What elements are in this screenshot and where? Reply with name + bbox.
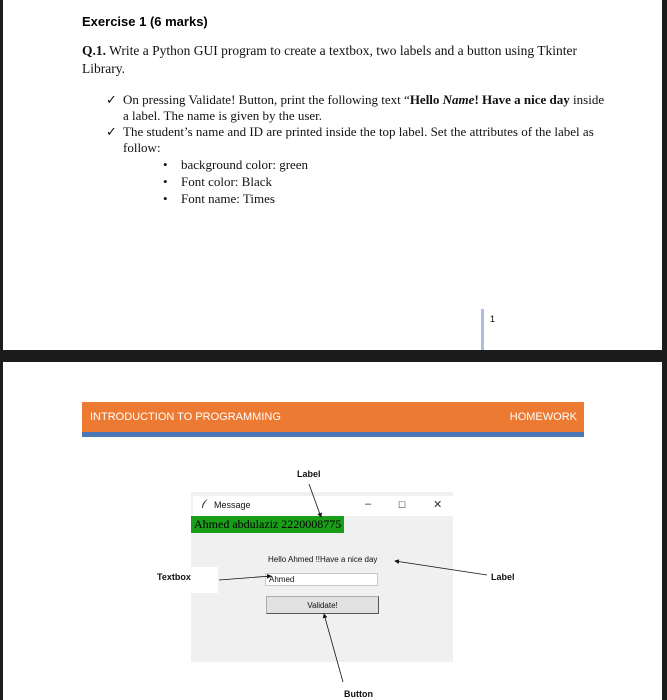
- requirement-1-text: [123, 92, 606, 124]
- page-number-marker: [481, 309, 484, 350]
- question-number: Q.1.: [82, 43, 107, 58]
- exercise-title: Exercise 1 (6 marks): [82, 14, 208, 29]
- question-text: Write a Python GUI program to create a textbox, two labels and a button using Tkinter Library.: [82, 43, 577, 76]
- list-item: • Font color: Black: [163, 173, 308, 190]
- requirement-2-text: The student’s name and ID are printed inside the top label. Set the attributes of the label as follow:: [123, 124, 594, 155]
- question-1: [82, 42, 612, 78]
- requirement-1-bold-name: Name: [442, 92, 475, 107]
- document-page-1: [3, 0, 662, 350]
- arrow-to-greeting-label: [395, 561, 487, 575]
- student-info-label: Ahmed abdulaziz 2220008775: [191, 516, 344, 533]
- validate-button[interactable]: Validate!: [266, 596, 379, 614]
- annotation-textbox: Textbox: [157, 572, 191, 582]
- page-number: 1: [490, 314, 496, 324]
- requirement-1-bold-hello: Hello: [409, 92, 443, 107]
- annotation-label-right: Label: [491, 572, 515, 582]
- list-item: • background color: green: [163, 156, 308, 173]
- course-title: INTRODUCTION TO PROGRAMMING: [90, 411, 281, 423]
- minimize-button[interactable]: –: [365, 498, 372, 510]
- arrow-to-button: [324, 614, 343, 682]
- arrow-to-textbox: [219, 576, 271, 580]
- requirement-1-post: inside a label. The name is given by the user.: [123, 92, 605, 123]
- annotation-arrows: [3, 362, 662, 700]
- close-button[interactable]: ✕: [433, 499, 443, 511]
- arrow-to-top-label: [309, 484, 321, 517]
- annotation-label-top: Label: [297, 469, 321, 479]
- homework-tag: HOMEWORK: [509, 411, 577, 423]
- checkmark-icon: ✓: [106, 124, 117, 139]
- requirement-1-bold-rest: ! Have a nice day: [474, 92, 570, 107]
- list-item: • Font name: Times: [163, 190, 308, 207]
- requirement-1-pre: On pressing Validate! Button, print the following text “: [123, 92, 410, 107]
- label-attributes-list: [163, 156, 308, 207]
- maximize-button[interactable]: ☐: [398, 500, 407, 510]
- greeting-label: Hello Ahmed !!Have a nice day: [268, 555, 378, 564]
- checkmark-icon: ✓: [106, 92, 117, 107]
- window-title: Message: [214, 500, 251, 510]
- annotation-button: Button: [344, 689, 373, 699]
- document-page-2: [3, 362, 662, 700]
